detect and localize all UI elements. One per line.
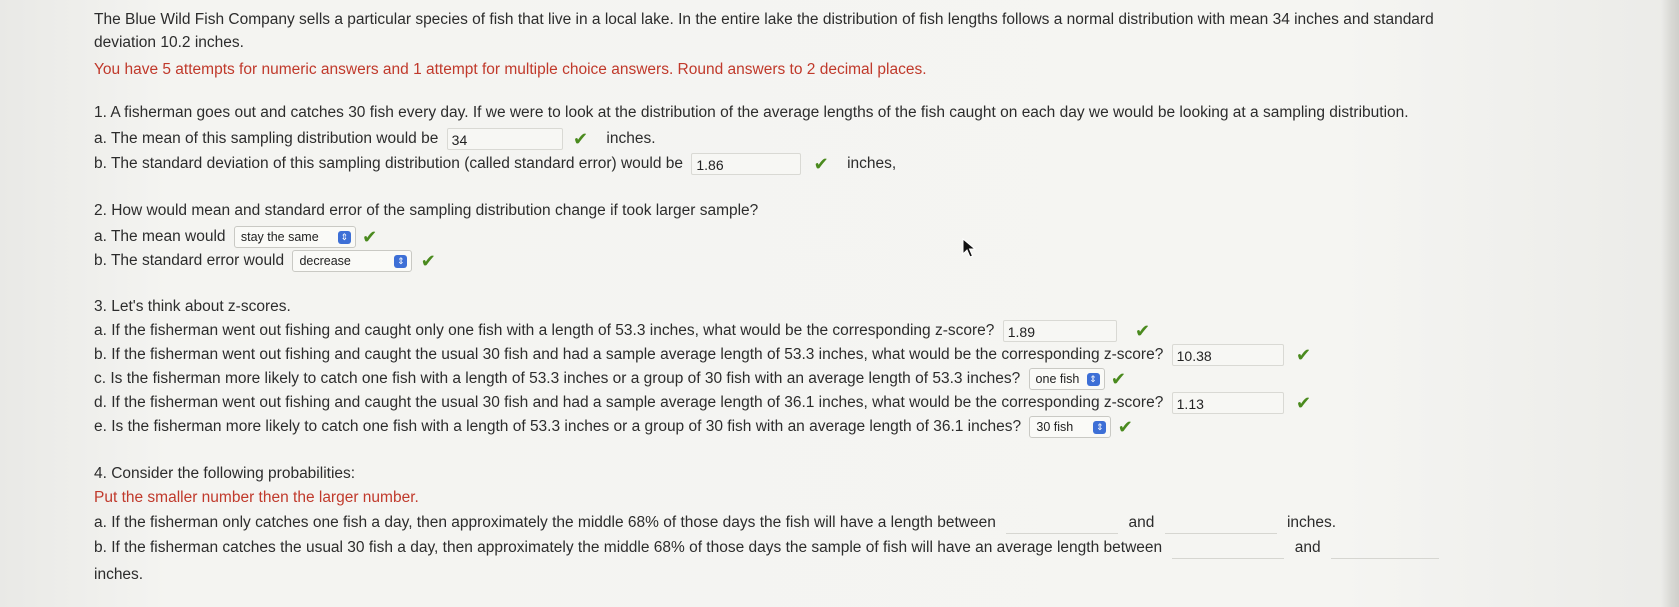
q3-e-label: e. Is the fisherman more likely to catch one fish with a length of 53.3 inches or a group of 30 fish with an average length of 36.1 inches? [94, 418, 1022, 436]
q3-a-label: a. If the fisherman went out fishing and caught only one fish with a length of 53.3 inches, what would be the corresponding z-score? [94, 322, 995, 340]
q1-a-input[interactable]: 34 [447, 128, 563, 150]
select-stepper-icon: ⇕ [1087, 373, 1100, 386]
q2-a-selected: stay the same [240, 230, 319, 244]
q1-a-label: a. The mean of this sampling distribution would be [94, 130, 439, 148]
q4-b-row [94, 537, 1639, 559]
q3-d-label: d. If the fisherman went out fishing and caught the usual 30 fish and had a sample average length of 36.1 inches, what would be the corresponding z-score? [94, 394, 1164, 412]
q3-d-input[interactable]: 1.13 [1172, 392, 1284, 414]
q4-b-lower-input[interactable] [1172, 537, 1284, 559]
intro-line-2: deviation 10.2 inches. [94, 34, 244, 51]
q2-stem: 2. How would mean and standard error of the sampling distribution change if took larger sample? [94, 202, 759, 219]
q4-a-upper-input[interactable] [1165, 512, 1277, 534]
q4-b-units: inches. [94, 566, 144, 583]
q2-b-select[interactable] [292, 250, 412, 272]
q4-a-units: inches. [1286, 514, 1337, 532]
check-icon: ✔ [420, 251, 436, 271]
check-icon: ✔ [572, 129, 589, 149]
q3-e-selected: 30 fish [1036, 420, 1074, 434]
check-icon: ✔ [1135, 321, 1151, 341]
q2-b-label: b. The standard error would [94, 252, 285, 270]
q4-a-row [94, 512, 1639, 534]
q3-c-label: c. Is the fisherman more likely to catch one fish with a length of 53.3 inches or a group of 30 fish with an average length of 53.3 inches? [94, 370, 1021, 388]
q3-d-row [94, 392, 1639, 414]
q1-b-label: b. The standard deviation of this sampling distribution (called standard error) would be [94, 155, 684, 173]
q3-b-input[interactable]: 10.38 [1172, 344, 1284, 366]
q2-b-selected: decrease [299, 254, 351, 268]
q1-stem: 1. A fisherman goes out and catches 30 fish every day. If we were to look at the distribution of the average lengths of the fish caught on each day we would be looking at a sampling distribution. [94, 104, 1409, 121]
q3-c-row [94, 368, 1639, 390]
q1-b-row [94, 153, 1639, 175]
q3-b-row [94, 344, 1639, 366]
q4-stem: 4. Consider the following probabilities: [94, 465, 356, 482]
q3-a-input[interactable]: 1.89 [1003, 320, 1117, 342]
q3-c-selected: one fish [1035, 372, 1080, 386]
q4-b-and: and [1294, 539, 1321, 557]
select-stepper-icon: ⇕ [394, 255, 407, 268]
select-stepper-icon: ⇕ [338, 231, 351, 244]
q4-a-and: and [1128, 514, 1155, 532]
q1-b-units: inches, [847, 155, 897, 173]
q4-instruction: Put the smaller number then the larger number. [94, 489, 419, 506]
q3-stem: 3. Let's think about z-scores. [94, 298, 291, 315]
q1-a-units: inches. [606, 130, 656, 148]
q2-a-select[interactable] [234, 226, 356, 248]
q4-a-lower-input[interactable] [1006, 512, 1118, 534]
check-icon: ✔ [1295, 345, 1312, 365]
q4-b-upper-input[interactable] [1331, 537, 1439, 559]
check-icon: ✔ [813, 154, 829, 174]
mouse-pointer-icon [962, 238, 976, 258]
check-icon: ✔ [1295, 393, 1312, 413]
q1-b-input[interactable]: 1.86 [691, 153, 801, 175]
q3-e-row [94, 416, 1639, 438]
check-icon: ✔ [1117, 417, 1133, 437]
q2-a-row [94, 226, 1639, 248]
q3-b-label: b. If the fisherman went out fishing and caught the usual 30 fish and had a sample average length of 53.3 inches, what would be the corresponding z-score? [94, 346, 1164, 364]
q4-b-label: b. If the fisherman catches the usual 30 fish a day, then approximately the middle 68% of those days the sample of fish will have an average length between [94, 539, 1163, 557]
page-edge-shadow [1661, 0, 1679, 607]
attempts-notice: You have 5 attempts for numeric answers and 1 attempt for multiple choice answers. Round answers to 2 decimal places. [94, 61, 927, 78]
q4-a-label: a. If the fisherman only catches one fish a day, then approximately the middle 68% of those days the fish will have a length between [94, 514, 996, 532]
check-icon: ✔ [362, 227, 378, 247]
q2-b-row [94, 250, 1639, 272]
intro-line-1: The Blue Wild Fish Company sells a particular species of fish that live in a local lake. In the entire lake the distribution of fish lengths follows a normal distribution with mean 34 inches and standard [94, 11, 1434, 28]
q2-a-label: a. The mean would [94, 228, 226, 246]
check-icon: ✔ [1110, 369, 1126, 389]
q1-a-row [94, 128, 1639, 150]
q3-c-select[interactable] [1029, 368, 1105, 390]
q3-a-row [94, 320, 1639, 342]
select-stepper-icon: ⇕ [1093, 421, 1106, 434]
q3-e-select[interactable] [1029, 416, 1111, 438]
